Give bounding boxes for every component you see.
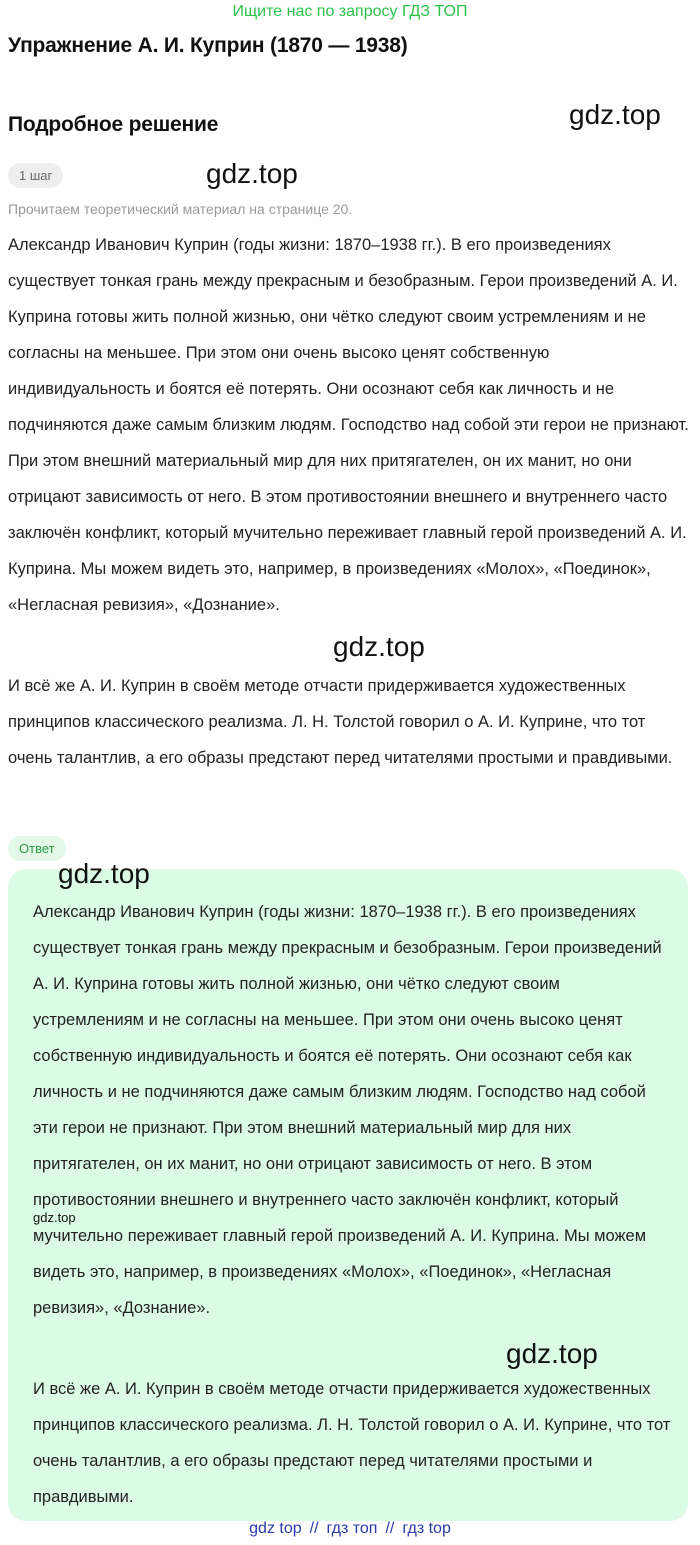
footer-link[interactable]: гдз топ [326, 1520, 378, 1537]
watermark: gdz.top [569, 99, 661, 130]
solution-paragraph: И всё же А. И. Куприн в своём методе отчасти придерживается художественных принципов классического реализма. Л. Н. Толстой говорил о А. И. Куприне, что тот очень талантлив, а его образы предстают перед читателями простыми и правдивыми. [8, 677, 673, 767]
watermark: gdz.top [206, 158, 298, 189]
footer-links [0, 1518, 700, 1540]
footer-link[interactable]: gdz top [249, 1520, 302, 1537]
search-banner: Ищите нас по запросу ГДЗ ТОП [232, 3, 468, 20]
section-title: Подробное решение [8, 113, 219, 136]
watermark: gdz.top [333, 631, 425, 662]
step-badge: 1 шаг [8, 163, 63, 188]
answer-paragraph: И всё же А. И. Куприн в своём методе отчасти придерживается художественных принципов классического реализма. Л. Н. Толстой говорил о А. И. Куприне, что тот очень талантлив, а его образы предстают перед читателями простыми и правдивыми. [33, 1380, 671, 1506]
watermark: gdz.top [58, 858, 150, 889]
footer-link[interactable]: гдз top [402, 1520, 451, 1537]
footer-separator: // [309, 1520, 319, 1537]
solution-paragraph: Александр Иванович Куприн (годы жизни: 1870–1938 гг.). В его произведениях существует тонкая грань между прекрасным и безобразным. Герои произведений А. И. Куприна готовы жить полной жизнью, они чётко следуют своим устремлениям и не согласны на меньшее. При этом они очень высоко ценят собственную индивидуальность и боятся её потерять. Они осознают себя как личность и не подчиняются даже самым близким людям. Господство над собой эти герои не признают. При этом внешний материальный мир для них притягателен, он их манит, но они отрицают зависимость от него. В этом противостоянии внешнего и внутреннего часто заключён конфликт, который мучительно переживает главный герой произведений А. И. Куприна. Мы можем видеть это, например, в произведениях «Молох», «Поединок», «Негласная ревизия», «Дознание». [8, 236, 689, 614]
answer-paragraph: Александр Иванович Куприн (годы жизни: 1870–1938 гг.). В его произведениях существует тонкая грань между прекрасным и безобразным. Герои произведений А. И. Куприна готовы жить полной жизнью, они чётко следуют своим устремлениям и не согласны на меньшее. При этом они очень высоко ценят собственную индивидуальность и боятся её потерять. Они осознают себя как личность и не подчиняются даже самым близким людям. Господство над собой эти герои не признают. При этом внешний материальный мир для них притягателен, он их манит, но они отрицают зависимость от него. В этом противостоянии внешнего и внутреннего часто заключён конфликт, который мучительно переживает главный герой произведений А. И. Куприна. Мы можем видеть это, например, в произведениях «Молох», «Поединок», «Негласная ревизия», «Дознание». [33, 903, 662, 1317]
watermark: gdz.top [506, 1338, 598, 1369]
hint-text: Прочитаем теоретический материал на странице 20. [8, 201, 353, 217]
watermark: gdz.top [33, 1210, 76, 1225]
page-title: Упражнение А. И. Куприн (1870 — 1938) [8, 34, 408, 57]
answer-badge: Ответ [8, 836, 66, 861]
footer-separator: // [385, 1520, 395, 1537]
